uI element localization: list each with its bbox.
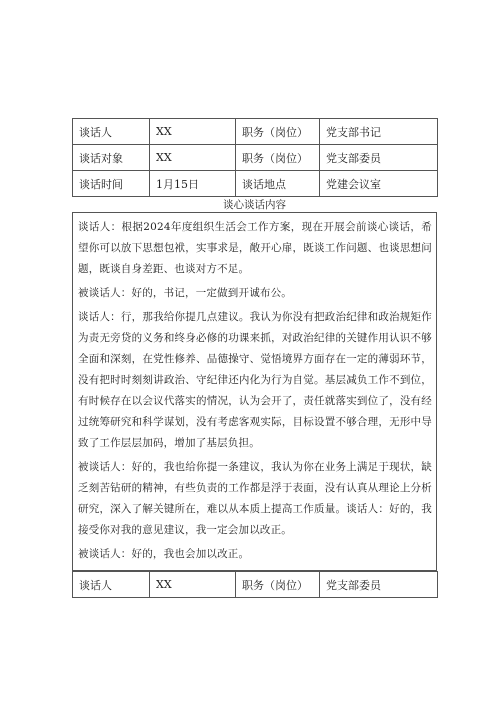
label-interviewer: 谈话人 (73, 572, 150, 598)
paragraph: 被谈话人：好的，书记，一定做到开诚布公。 (78, 287, 292, 299)
label-position: 职务（岗位） (236, 572, 320, 598)
paragraph: 被谈话人：好的，我也给你提一条建议，我认为你在业务上满足于现状，缺乏刻苦钻研的精神，有些负责的工作都是浮于表面，没有认真从理论上分析研究，深入了解关键所在，难以从本质上提高工作质量。谈话人：好的，我接受你对我的意见建议，我一定会加以改正。 (78, 461, 432, 536)
table-row (73, 572, 438, 598)
label-time: 谈话时间 (73, 171, 150, 197)
value-time: 1月15日 (150, 171, 236, 197)
value-interviewer: XX (150, 119, 236, 145)
label-position: 职务（岗位） (236, 145, 320, 171)
value-position: 党支部委员 (320, 572, 438, 598)
interview-info-table (72, 118, 438, 197)
paragraph: 谈话人：根据2024年度组织生活会工作方案，现在开展会前谈心谈话，希望你可以放下思想包袱，实事求是，敞开心扉，既谈工作问题、也谈思想问题，既谈自身差距、也谈对方不足。 (78, 221, 432, 275)
value-interviewee: XX (150, 145, 236, 171)
paragraph: 谈话人：行，那我给你提几点建议。我认为你没有把政治纪律和政治规矩作为责无旁贷的义务和终身必修的功课来抓，对政治纪律的关键作用认识不够全面和深刻，在党性修养、品德操守、觉悟境界方面存在一定的薄弱环节，没有把时时刻刻讲政治、守纪律还内化为行为自觉。基层减负工作不到位，有时候存在以会议代落实的情况，认为会开了，责任就落实到位了，没有经过统筹研究和科学谋划，没有考虑客观实际，目标设置不够合理，无形中导致了工作层层加码，增加了基层负担。 (78, 311, 432, 449)
value-interviewer: XX (150, 572, 236, 598)
paragraph: 被谈话人：好的，我也会加以改正。 (78, 548, 250, 560)
value-position: 党支部书记 (320, 119, 438, 145)
label-interviewer: 谈话人 (73, 119, 150, 145)
value-position: 党支部委员 (320, 145, 438, 171)
label-location: 谈话地点 (236, 171, 320, 197)
next-interview-info-table (72, 571, 438, 598)
content-section-title: 谈心谈话内容 (223, 199, 286, 211)
document-page (72, 118, 437, 598)
table-row (73, 119, 438, 145)
table-row (73, 145, 438, 171)
label-position: 职务（岗位） (236, 119, 320, 145)
value-location: 党建会议室 (320, 171, 438, 197)
conversation-content (72, 212, 437, 571)
table-row (73, 171, 438, 197)
label-interviewee: 谈话对象 (73, 145, 150, 171)
